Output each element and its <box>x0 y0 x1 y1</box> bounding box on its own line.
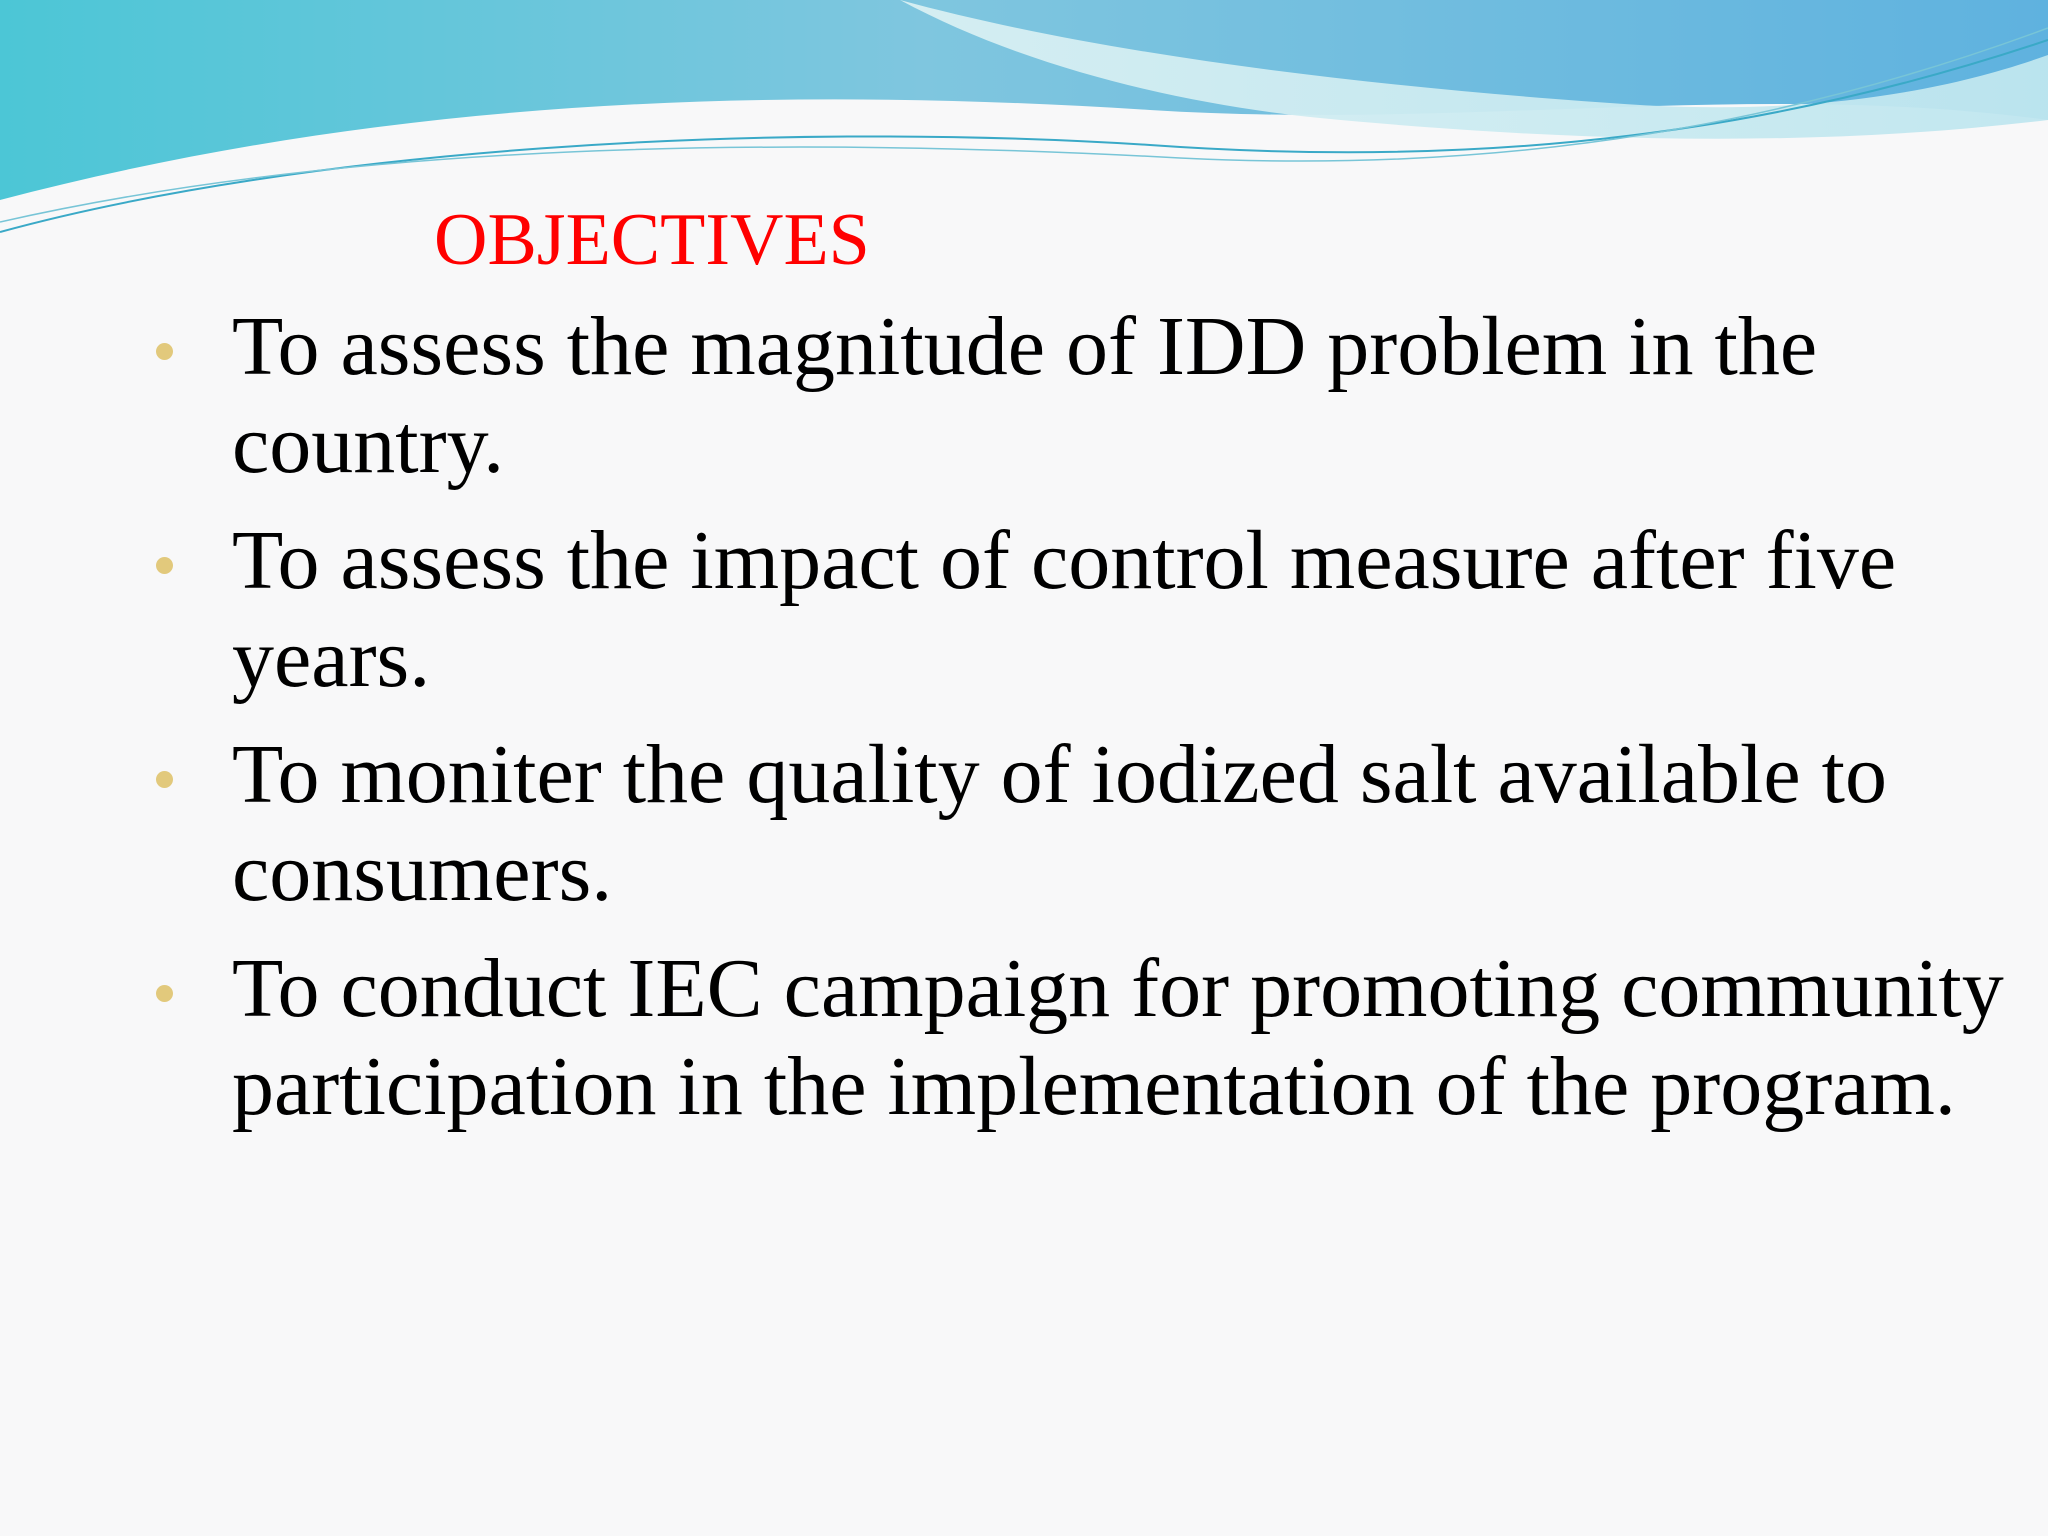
objective-text: To moniter the quality of iodized salt available to consumers. <box>232 728 1887 919</box>
objective-item <box>150 512 2010 708</box>
bullet-dot-icon <box>156 771 173 788</box>
objective-text: To conduct IEC campaign for promoting community participation in the implementation of the program. <box>232 942 2004 1133</box>
objective-text: To assess the impact of control measure after five years. <box>232 514 1897 705</box>
header-wave-decoration <box>0 0 2048 260</box>
slide-title: OBJECTIVES <box>434 199 870 281</box>
objectives-list <box>150 298 2010 1154</box>
objective-item <box>150 298 2010 494</box>
bullet-dot-icon <box>156 985 173 1002</box>
bullet-dot-icon <box>156 557 173 574</box>
objective-item <box>150 726 2010 922</box>
objective-text: To assess the magnitude of IDD problem in the country. <box>232 300 1818 491</box>
objective-item <box>150 940 2010 1136</box>
bullet-dot-icon <box>156 343 173 360</box>
